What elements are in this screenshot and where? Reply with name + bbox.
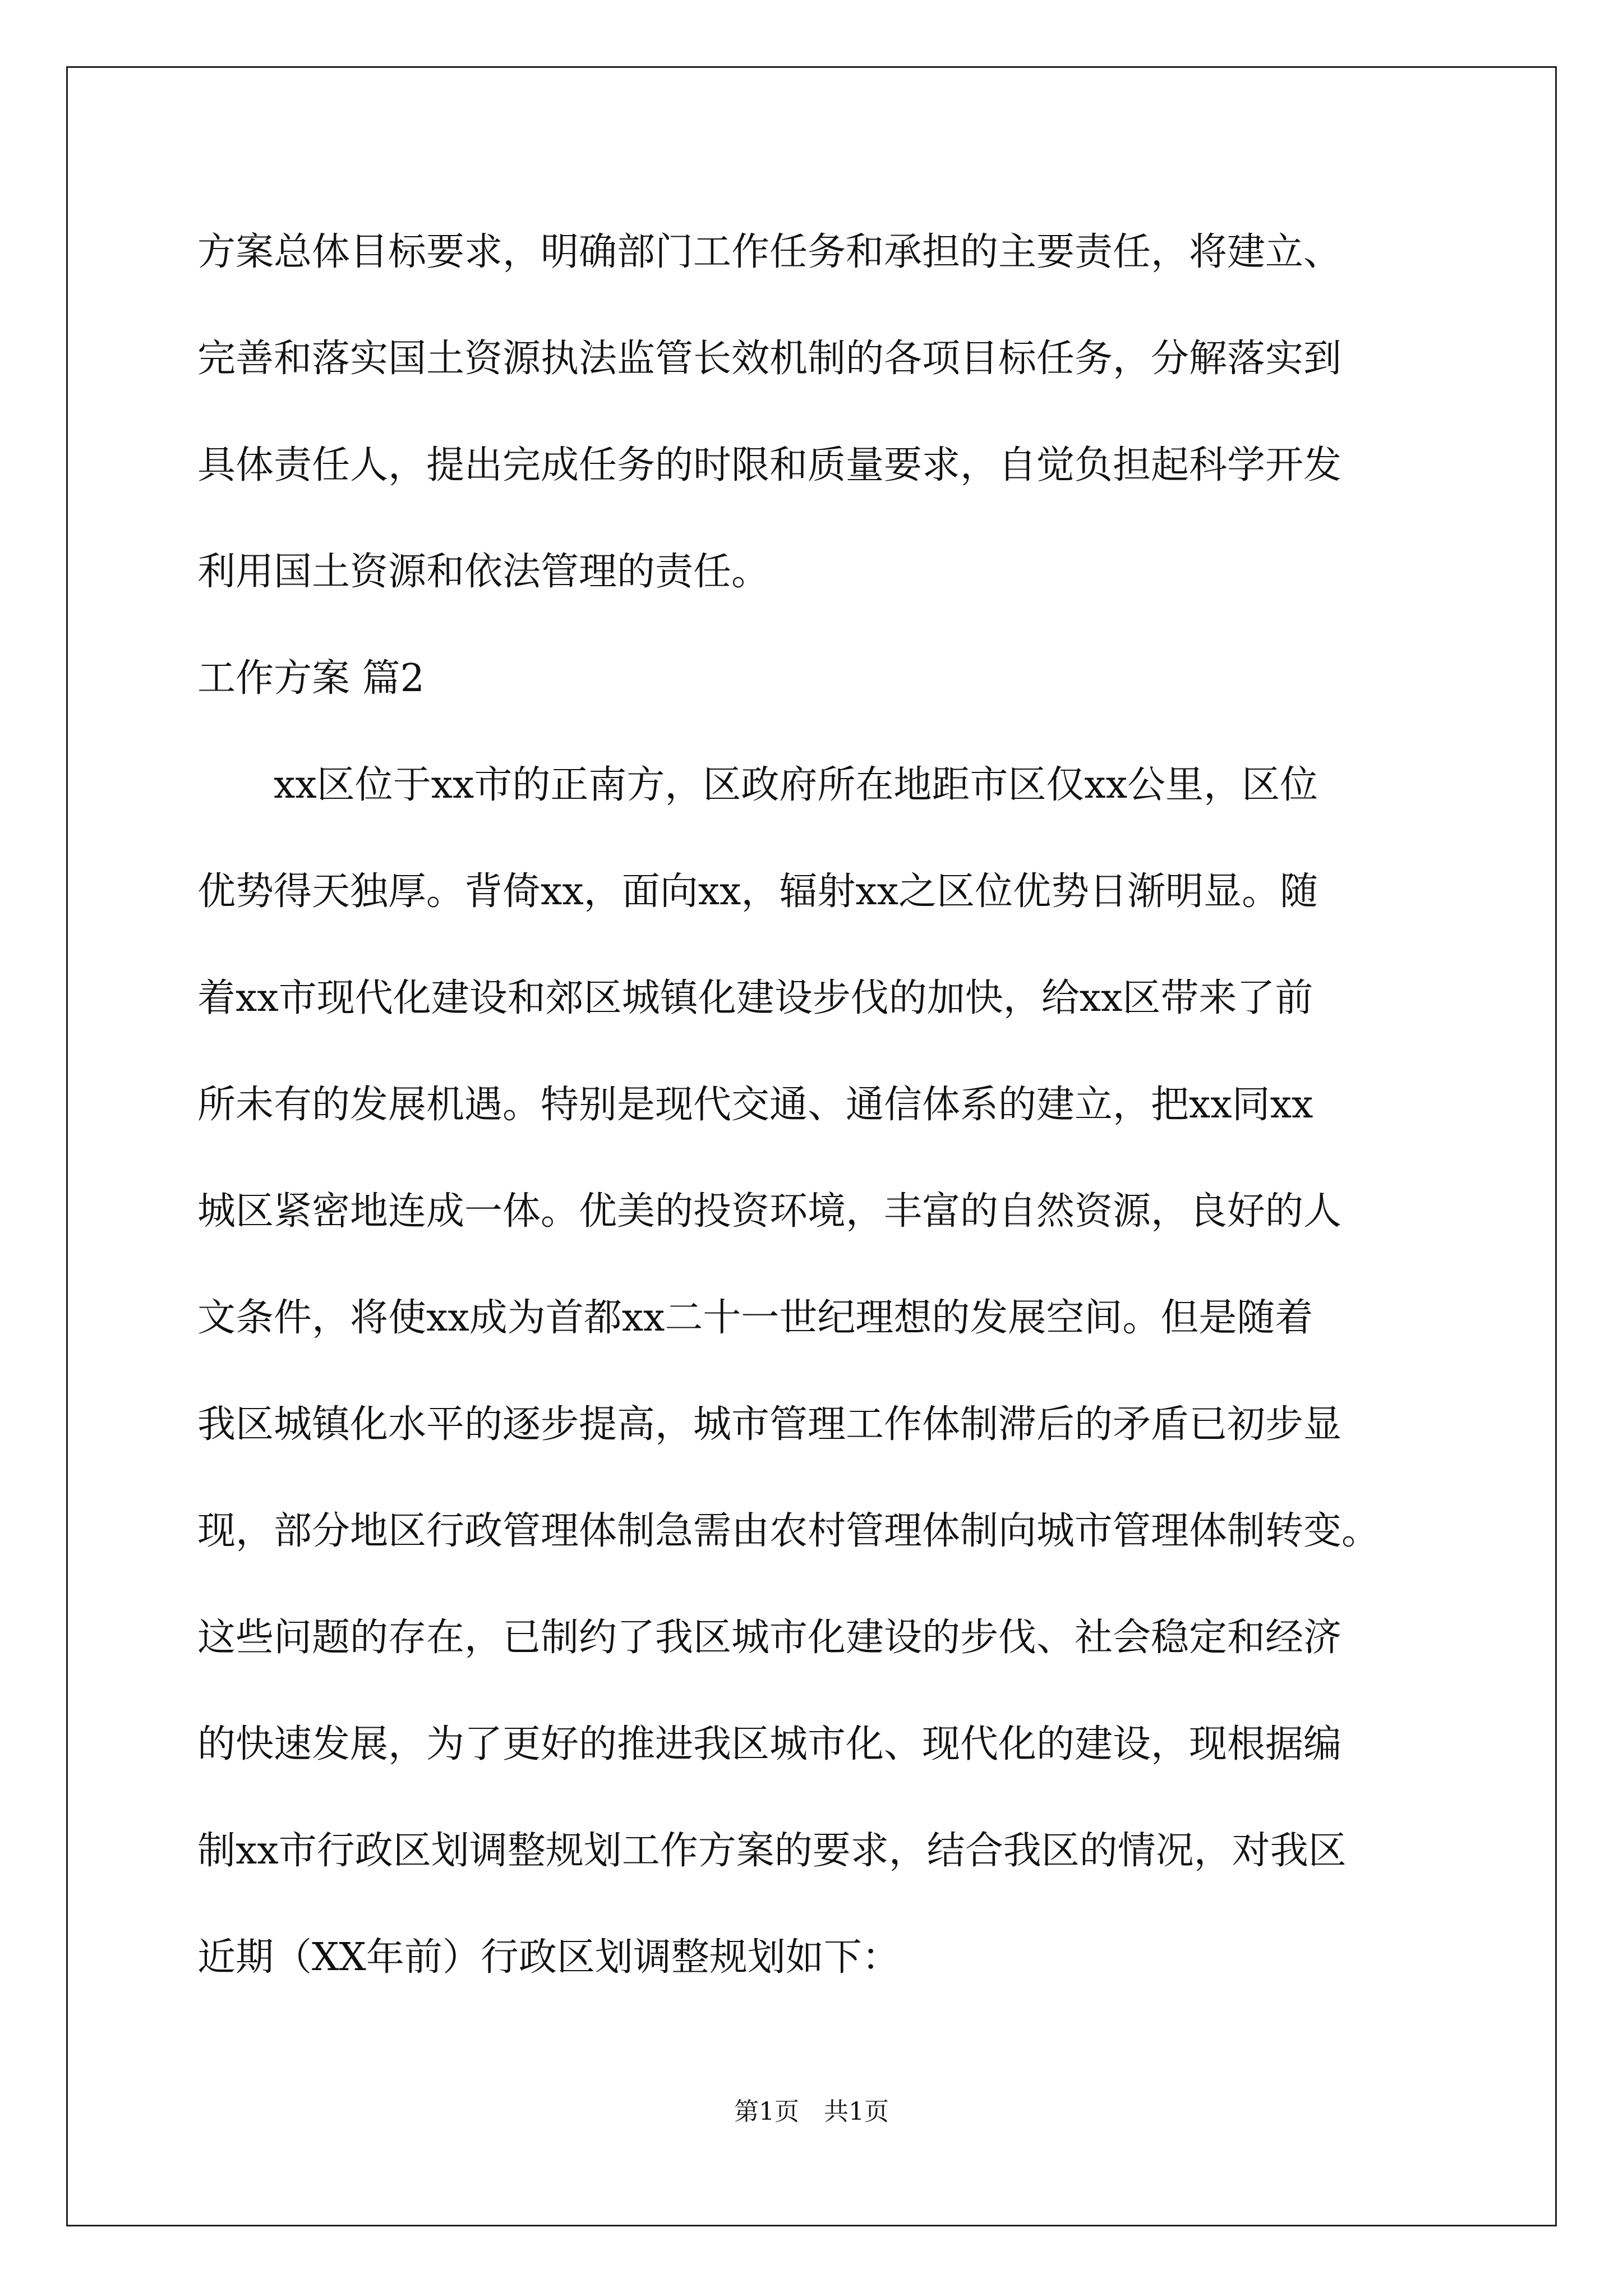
- paragraph-line: 的快速发展，为了更好的推进我区城市化、现代化的建设，现根据编: [197, 1722, 1342, 1766]
- paragraph-line: 现，部分地区行政管理体制急需由农村管理体制向城市管理体制转变。: [197, 1509, 1380, 1553]
- paragraph-line: 着xx市现代化建设和郊区城镇化建设步伐的加快，给xx区带来了前: [197, 976, 1313, 1020]
- paragraph-line: 完善和落实国土资源执法监管长效机制的各项目标任务，分解落实到: [197, 337, 1342, 381]
- paragraph-line: 制xx市行政区划调整规划工作方案的要求，结合我区的情况，对我区: [197, 1829, 1347, 1873]
- paragraph-line: 文条件，将使xx成为首都xx二十一世纪理想的发展空间。但是随着: [197, 1296, 1313, 1340]
- paragraph-line: 方案总体目标要求，明确部门工作任务和承担的主要责任，将建立、: [197, 230, 1342, 274]
- paragraph-line: 这些问题的存在，已制约了我区城市化建设的步伐、社会稳定和经济: [197, 1616, 1342, 1660]
- page-footer: 第1页 共1页: [734, 2097, 889, 2126]
- paragraph-line: 所未有的发展机遇。特别是现代交通、通信体系的建立，把xx同xx: [197, 1083, 1313, 1127]
- paragraph-line: 近期（XX年前）行政区划调整规划如下：: [197, 1935, 900, 1980]
- paragraph-line: 具体责任人，提出完成任务的时限和质量要求，自觉负担起科学开发: [197, 443, 1342, 487]
- paragraph-1: [197, 199, 1487, 625]
- paragraph-line: 城区紧密地连成一体。优美的投资环境，丰富的自然资源，良好的人: [197, 1189, 1342, 1234]
- paragraph-line: 优势得天独厚。背倚xx，面向xx，辐射xx之区位优势日渐明显。随: [197, 869, 1318, 914]
- section-heading: 工作方案 篇2: [197, 656, 425, 701]
- paragraph-line: 利用国土资源和依法管理的责任。: [197, 550, 770, 594]
- paragraph-2: [197, 732, 1487, 2011]
- paragraph-line: xx区位于xx市的正南方，区政府所在地距市区仅xx公里，区位: [274, 763, 1318, 807]
- document-body: [197, 199, 1487, 2011]
- paragraph-line: 我区城镇化水平的逐步提高，城市管理工作体制滞后的矛盾已初步显: [197, 1402, 1342, 1447]
